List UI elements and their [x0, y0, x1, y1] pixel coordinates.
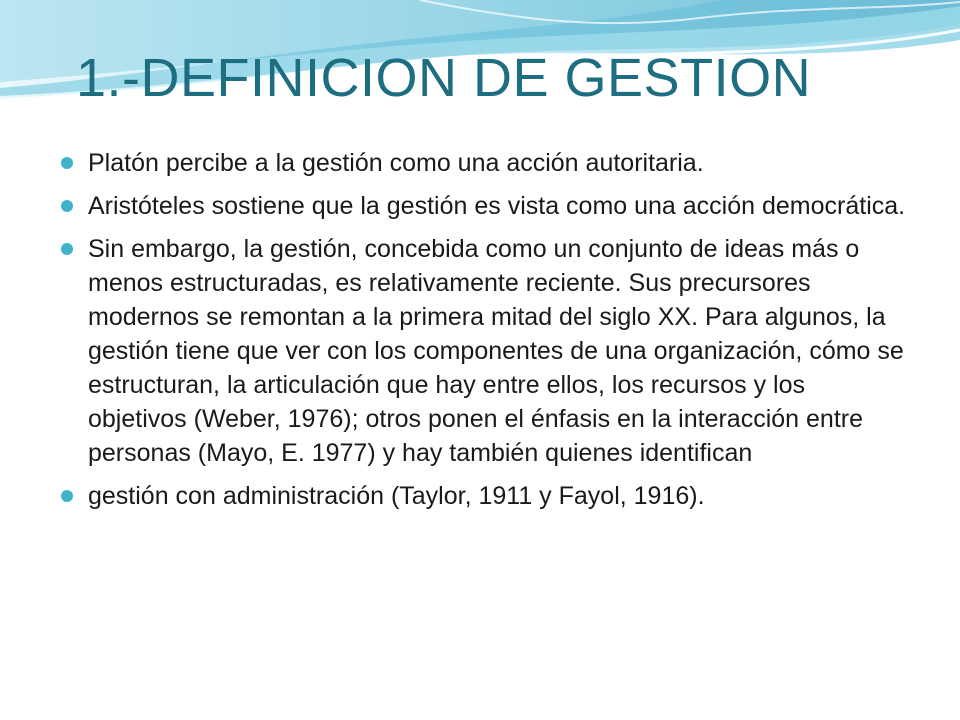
bullet-dot-icon	[61, 157, 73, 169]
bullet-item-administracion	[58, 479, 908, 513]
slide-title: 1.-DEFINICION DE GESTION	[76, 48, 812, 108]
bullet-dot-icon	[61, 200, 73, 212]
bullet-item-plato	[58, 146, 908, 180]
bullet-item-sin-embargo	[58, 232, 908, 470]
bullet-item-aristoteles	[58, 189, 908, 223]
bullet-dot-icon	[61, 490, 73, 502]
bullet-text: gestión con administración (Taylor, 1911 y Fayol, 1916).	[88, 482, 705, 510]
bullet-text: Sin embargo, la gestión, concebida como un conjunto de ideas más o menos estructuradas, es relativamente reciente. Sus precursores modernos se remontan a la primera mitad del siglo XX. Para algunos, la gestión tiene que ver con los componentes de una organización, cómo se estructuran, la articulación que hay entre ellos, los recursos y los objetivos (Weber, 1976); otros ponen el énfasis en la interacción entre personas (Mayo, E. 1977) y hay también quienes identifican	[88, 235, 904, 467]
bullet-dot-icon	[61, 243, 73, 255]
bullet-list	[58, 146, 908, 522]
bullet-text: Aristóteles sostiene que la gestión es vista como una acción democrática.	[88, 192, 906, 220]
bullet-text: Platón percibe a la gestión como una acción autoritaria.	[88, 149, 704, 177]
